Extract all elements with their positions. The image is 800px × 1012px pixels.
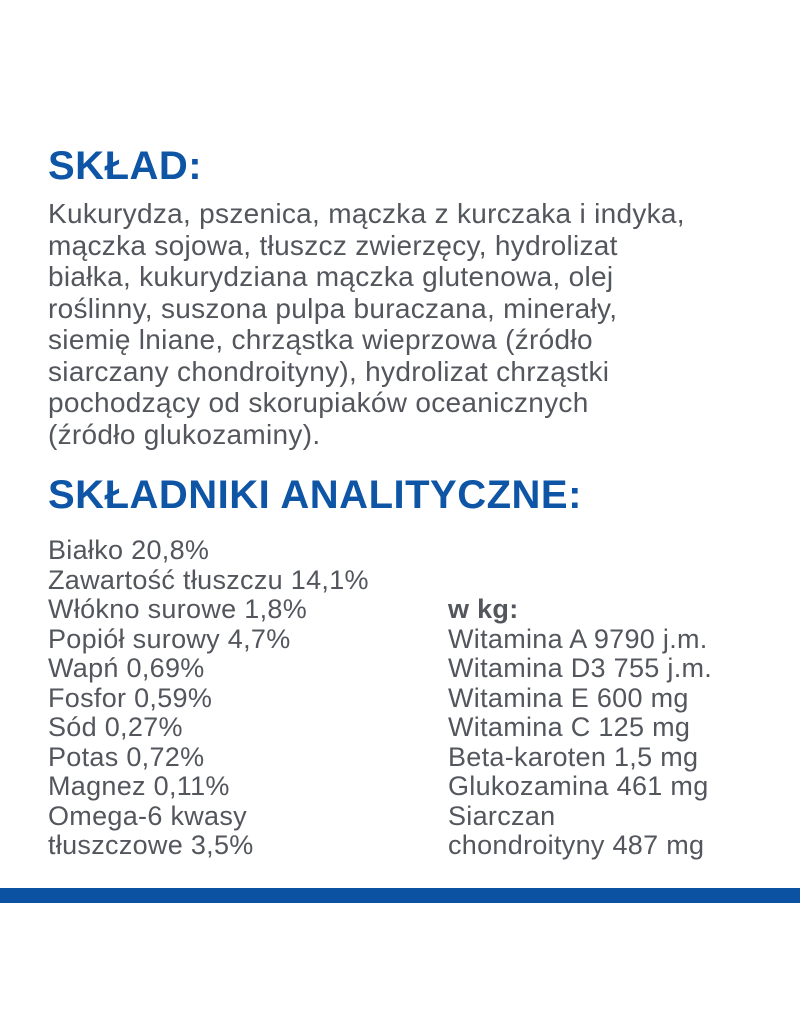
text-line: Wapń 0,69% bbox=[48, 653, 205, 683]
text-line: Włókno surowe 1,8% bbox=[48, 594, 308, 624]
ingredients-heading: SKŁAD: bbox=[48, 144, 203, 188]
analytical-left-column bbox=[48, 536, 448, 861]
text-line: Zawartość tłuszczu 14,1% bbox=[48, 564, 369, 595]
text-line: Siarczan bbox=[448, 800, 556, 831]
text-line: siarczany chondroityny), hydrolizat chrząstki bbox=[48, 355, 610, 387]
text-line: roślinny, suszona pulpa buraczana, minerały, bbox=[48, 292, 618, 324]
text-line: Fosfor 0,59% bbox=[48, 682, 213, 713]
text-line: białka, kukurydziana mączka glutenowa, olej bbox=[48, 261, 614, 292]
per-kg-label: w kg: bbox=[448, 594, 519, 624]
text-line: Beta-karoten 1,5 mg bbox=[448, 741, 699, 772]
text-line: Glukozamina 461 mg bbox=[448, 771, 709, 801]
text-line: chondroityny 487 mg bbox=[448, 830, 705, 860]
text-line: Kukurydza, pszenica, mączka z kurczaka i indyka, bbox=[48, 198, 685, 229]
analytical-right-column bbox=[448, 595, 788, 861]
text-line: (źródło glukozaminy). bbox=[48, 418, 321, 450]
bottom-divider-bar bbox=[0, 888, 800, 903]
text-line: tłuszczowe 3,5% bbox=[48, 830, 254, 860]
text-line: Witamina C 125 mg bbox=[448, 712, 691, 742]
text-line: siemię lniane, chrząstka wieprzowa (źródło bbox=[48, 324, 593, 355]
text-line: Witamina D3 755 j.m. bbox=[448, 653, 713, 683]
text-line: Magnez 0,11% bbox=[48, 771, 230, 801]
text-line: Sód 0,27% bbox=[48, 712, 183, 742]
analytical-components-heading: SKŁADNIKI ANALITYCZNE: bbox=[48, 473, 582, 517]
text-line: Popiół surowy 4,7% bbox=[48, 623, 291, 654]
ingredients-text bbox=[48, 198, 758, 450]
text-line: Omega-6 kwasy bbox=[48, 800, 247, 831]
text-line: Potas 0,72% bbox=[48, 741, 205, 772]
text-line: Białko 20,8% bbox=[48, 535, 210, 565]
text-line: Witamina A 9790 j.m. bbox=[448, 623, 708, 654]
text-line: pochodzący od skorupiaków oceanicznych bbox=[48, 387, 589, 418]
text-line: mączka sojowa, tłuszcz zwierzęcy, hydrolizat bbox=[48, 229, 618, 261]
vitamins-list bbox=[448, 625, 788, 861]
text-line: Witamina E 600 mg bbox=[448, 682, 689, 713]
